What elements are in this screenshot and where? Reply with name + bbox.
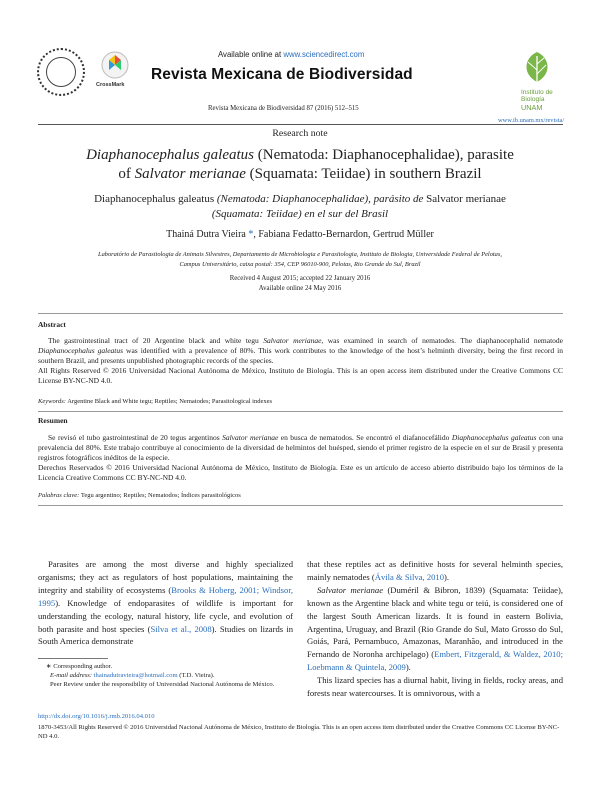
keywords-label: Keywords: — [38, 398, 66, 405]
footer-license: 1870-3453/All Rights Reserved © 2016 Universidad Nacional Autónoma de México, Instituto de Biología. This is an open access item distributed under the Creative Commons CC License BY-NC-ND 4.0. — [38, 724, 560, 740]
spanish-title — [0, 192, 600, 222]
footnote-divider — [38, 658, 108, 659]
title-species-1: Diaphanocephalus galeatus — [86, 147, 254, 163]
email-suffix: (T.D. Vieira). — [177, 672, 215, 679]
right-p2-b: ). — [405, 662, 411, 673]
doi-link[interactable]: http://dx.doi.org/10.1016/j.rmb.2016.04.010 — [38, 713, 155, 720]
right-column — [307, 558, 563, 700]
crossmark-logo[interactable] — [100, 50, 130, 80]
available-date: Available online 24 May 2016 — [258, 284, 342, 292]
abstract-text-c: , was examined in search of nematodes. The diaphanocephalid nematode — [321, 336, 563, 345]
title-part-2: (Squamata: Teiidae) in southern Brazil — [245, 166, 482, 182]
footnote-star: ∗ — [46, 663, 52, 670]
abstract-heading: Abstract — [38, 320, 66, 329]
right-p1-a: that these reptiles act as definitive hosts for several helminth species, mainly nematodes ( — [307, 559, 563, 582]
right-p3: This lizard species has a diurnal habit, living in fields, rocky areas, and forests near watercourses. It is omnivorous, with a — [307, 675, 563, 699]
sciencedirect-link[interactable]: www.sciencedirect.com — [283, 50, 365, 59]
corresponding-author-marker[interactable]: * — [245, 229, 254, 240]
es-title-part-1: (Nematoda: Diaphanocephalidae), parásito de — [216, 193, 427, 205]
article-type: Research note — [272, 128, 328, 139]
keywords — [38, 398, 272, 405]
resumen-text-a: Se revisó el tubo gastrointestinal de 20 tegus argentinos — [48, 433, 223, 442]
journal-title: Revista Mexicana de Biodiversidad — [151, 66, 413, 83]
resumen-rights: Derechos Reservados © 2016 Universidad Nacional Autónoma de México, Instituto de Biología. Este es un artículo de acceso abierto distribuido bajo los términos de la Licencia Creative Commons CC BY-NC-ND 4.0. — [38, 463, 563, 482]
palabras-clave-list: Tegu argentino; Reptiles; Nematodos; Índices parasitológicos — [79, 492, 241, 499]
ref-silva[interactable]: Silva et al., 2008 — [150, 623, 212, 634]
abstract-body — [38, 336, 563, 386]
keywords-list: Argentine Black and White tegu; Reptiles; Nematodes; Parasitological indexes — [65, 398, 273, 405]
institute-logo — [512, 50, 562, 110]
email-label: E-mail address: — [50, 672, 93, 679]
author-vieira: Thainá Dutra Vieira — [166, 229, 246, 240]
affiliation — [0, 250, 600, 269]
received-date: Received 4 August 2015; accepted 22 January 2016 — [229, 275, 371, 282]
abstract-species-2: Diaphanocephalus galeatus — [38, 346, 124, 355]
es-title-species-1: Diaphanocephalus galeatus — [94, 193, 217, 205]
institute-logo-sub: UNAM — [521, 103, 543, 112]
resumen-body — [38, 433, 563, 483]
resumen-divider-bottom — [38, 505, 563, 506]
resumen-species-2: Diaphanocephalus galeatus — [451, 433, 537, 442]
right-p1-b: ). — [444, 571, 450, 582]
journal-citation[interactable]: Revista Mexicana de Biodiversidad 87 (2016) 512–515 — [208, 105, 359, 112]
footnote-peer-review: Peer Review under the responsibility of Universidad Nacional Autónoma de México. — [50, 681, 275, 688]
es-title-species-2: Salvator merianae — [426, 193, 506, 205]
affiliation-line-1: Laboratório de Parasitologia de Animais Silvestres, Departamento de Microbiologia e Parasitologia, Instituto de Biologia, Universidade Federal de Pelotas, — [98, 251, 502, 258]
right-p2-species: Salvator merianae — [317, 584, 384, 595]
es-title-part-2: (Squamata: Teiidae) en el sur del Brasil — [211, 208, 389, 220]
leaf-icon — [512, 50, 562, 84]
journal-url[interactable]: www.ib.unam.mx/revista/ — [498, 117, 565, 124]
title-part-2-pre: of — [118, 166, 135, 182]
resumen-divider-top — [38, 411, 563, 412]
available-online — [218, 50, 364, 59]
resumen-text-e: con una prevalencia del 80%. Este trabajo contribuye al conocimiento de la diversidad de helmintos del huésped, siendo el primer registro de la especie en el sur de Brasil y presenta registros fotográficos inéditos de la especie. — [38, 433, 563, 462]
header-divider — [38, 124, 563, 125]
university-seal-logo — [37, 48, 85, 96]
ref-avila-silva[interactable]: Ávila & Silva, 2010 — [374, 571, 445, 582]
dates — [0, 274, 600, 293]
left-p1-a: Parasites are among the most diverse and highly specialized organisms; they act as regulators of host populations, maintaining the integrity and stability of ecosystems ( — [38, 559, 293, 595]
abstract-divider-top — [38, 313, 563, 314]
left-column — [38, 558, 293, 648]
institute-logo-text: Instituto de Biología — [521, 89, 553, 103]
ref-embert-loebmann[interactable]: Embert, Fitzgerald, & Waldez, 2010; Loebmann & Quintela, 2009 — [307, 649, 563, 673]
footnote-corresponding: Corresponding author. — [53, 663, 113, 670]
right-p2-a: (Duméril & Bibron, 1839) (Squamata: Teiidae), known as the Argentine black and white tegu or teiú, is considered one of the largest South American lizards. It is found in eastern Bolivia, Argentina, Uruguay, and Brazil (Rio Grande do Sul, Mato Grosso do Sul, Goiás, Pará, Pernambuco, Amazonas, Maranhão, and introduced in the Fernando de Noronha archipelago) ( — [307, 584, 563, 660]
title-species-2: Salvator merianae — [134, 166, 246, 182]
affiliation-line-2: Campus Universitário, caixa postal: 354, CEP 96010-900, Pelotas, Rio Grande do Sul, Brazil — [179, 260, 421, 268]
palabras-clave — [38, 492, 241, 499]
abstract-species-1: Salvator merianae — [263, 336, 322, 345]
abstract-text-a: The gastrointestinal tract of 20 Argentine black and white tegu — [48, 336, 264, 345]
ref-brooks-windsor[interactable]: Brooks & Hoberg, 2001; Windsor, 1995 — [38, 584, 293, 608]
left-p1-c: ). Studies on lizards in South America demonstrate — [38, 623, 293, 647]
resumen-heading: Resumen — [38, 416, 68, 425]
title-part-1: (Nematoda: Diaphanocephalidae), parasite — [254, 147, 514, 163]
footnotes — [38, 662, 293, 689]
left-p1-b: ). Knowledge of endoparasites of wildlife is important for understanding the ecology, natural history, life cycle, and evolution of both parasite and host species ( — [38, 597, 293, 634]
resumen-text-c: en busca de nematodos. Se encontró el diafanocefálido — [278, 433, 452, 442]
palabras-clave-label: Palabras clave: — [38, 492, 80, 499]
available-online-prefix: Available online at — [218, 50, 284, 59]
crossmark-label: CrossMark — [96, 82, 125, 88]
resumen-species-1: Salvator merianae — [222, 433, 279, 442]
coauthors: , Fabiana Fedatto-Bernardon, Gertrud Müller — [253, 229, 434, 240]
authors — [0, 229, 600, 240]
abstract-text-e: was identified with a prevalence of 80%. This work contributes to the knowledge of the host’s helminth diversity, being the first record in southern Brazil, and presents unpublished photographic records of the species. — [38, 346, 563, 365]
article-title — [0, 146, 600, 184]
email-link[interactable]: thainadutravieira@hotmail.com — [93, 672, 178, 679]
abstract-rights: All Rights Reserved © 2016 Universidad Nacional Autónoma de México, Instituto de Biología. This is an open access item distributed under the Creative Commons CC License BY-NC-ND 4.0. — [38, 366, 563, 385]
crossmark-icon — [100, 50, 130, 80]
